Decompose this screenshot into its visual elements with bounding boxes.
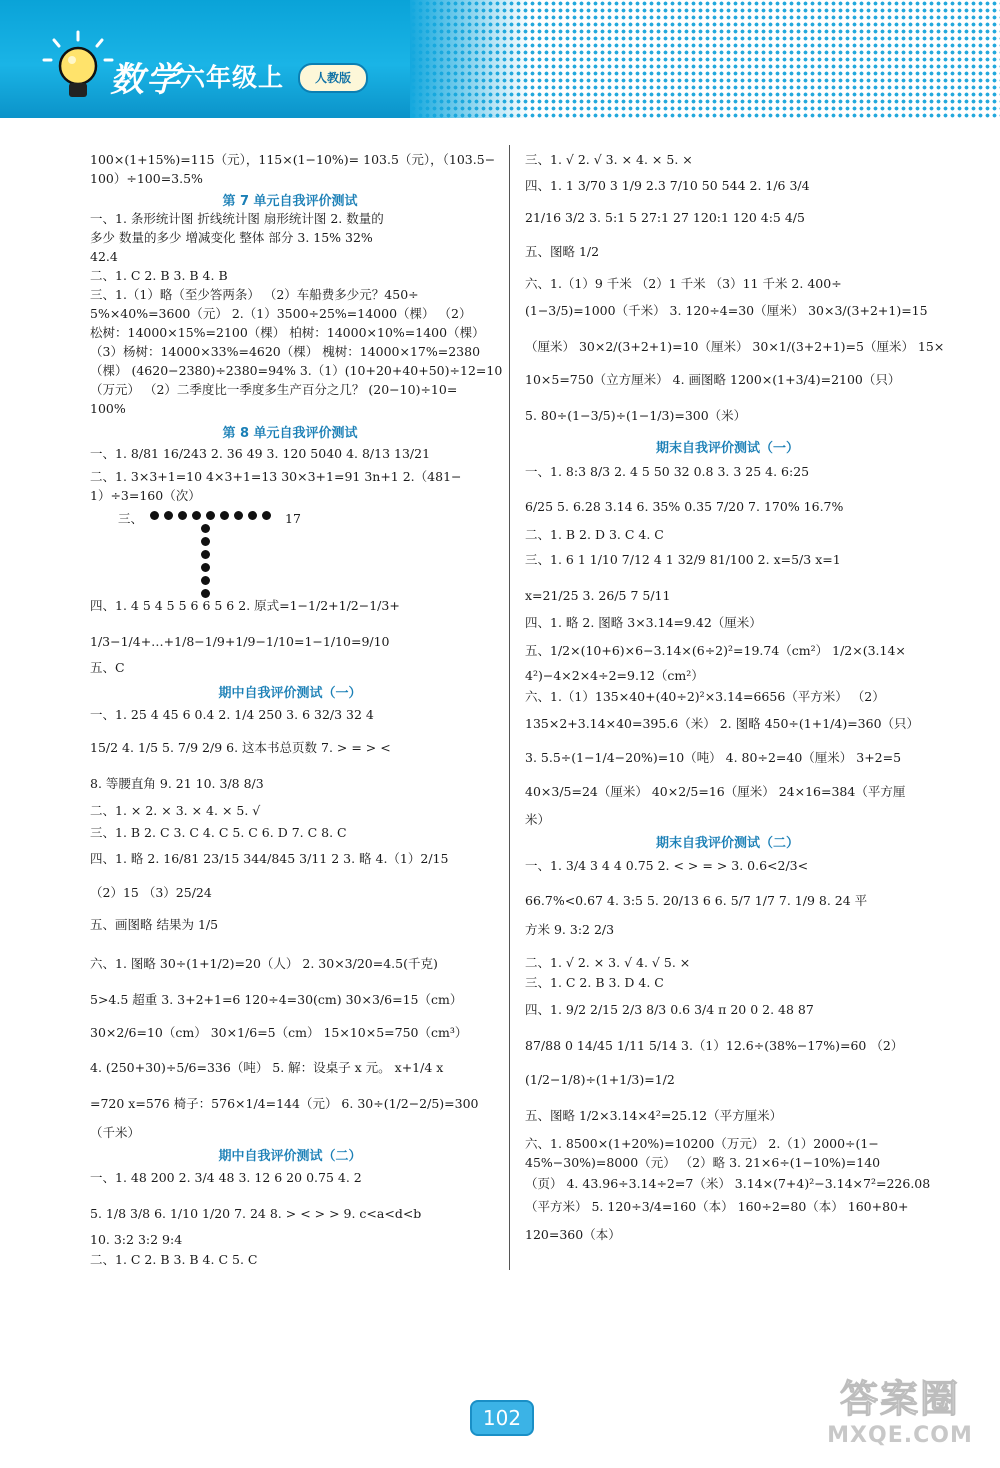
left-answer-line: 8. 等腰直角 9. 21 10. 3/8 8/3	[90, 776, 264, 791]
left-answer-line: （棵） (4620−2380)÷2380=94% 3.（1）(10+20+40+50)÷12=10	[90, 363, 503, 378]
left-answer-line: 四、1. 略 2. 16/81 23/15 344/845 3/11 2 3. 略 4.（1）2/15	[90, 851, 449, 866]
right-answer-line: (1−3/5)=1000（千米） 3. 120÷4=30（厘米） 30×3/(3+2+1)=15	[525, 303, 928, 318]
right-answer-line: 三、1. √ 2. √ 3. × 4. × 5. ×	[525, 152, 693, 167]
section-heading: 期末自我评价测试（二）	[655, 836, 799, 851]
left-answer-line: 五、画图略 结果为 1/5	[90, 917, 219, 932]
right-answer-line: （页） 4. 43.96÷3.14÷2=7（米） 3.14×(7+4)²−3.14×7²=226.08	[525, 1176, 931, 1191]
right-answer-line: 六、1.（1）9 千米 （2）1 千米 （3）11 千米 2. 400÷	[525, 276, 842, 291]
right-answer-line: 四、1. 9/2 2/15 2/3 8/3 0.6 3/4 π 20 0 2. 48 87	[525, 1002, 814, 1017]
left-answer-line: （千米）	[90, 1125, 141, 1140]
left-answer-line: 100%	[90, 401, 126, 416]
left-answer-line: 42.4	[90, 249, 118, 264]
right-answer-line: 四、1. 1 3/70 3 1/9 2.3 7/10 50 544 2. 1/6 3/4	[525, 178, 810, 193]
left-answer-line: （3）杨树：14000×33%=4620（棵） 槐树：14000×17%=2380	[90, 344, 481, 359]
left-answer-line: 100×(1+15%)=115（元），115×(1−10%)= 103.5（元），（103.5−	[90, 152, 496, 167]
right-answer-line: 四、1. 略 2. 图略 3×3.14=9.42（厘米）	[525, 615, 762, 630]
section-heading: 期中自我评价测试（一）	[218, 686, 362, 701]
right-answer-line: 六、1.（1）135×40+(40÷2)²×3.14=6656（平方米） （2）	[525, 689, 885, 704]
left-answer-line: 17	[285, 511, 301, 526]
right-answer-line: 4²)−4×2×4÷2=9.12（cm²）	[525, 668, 704, 683]
page-number: 102	[470, 1400, 534, 1436]
left-answer-line: 四、1. 4 5 4 5 5 6 6 5 6 2. 原式=1−1/2+1/2−1/3+	[90, 598, 400, 613]
left-answer-line: 一、1. 48 200 2. 3/4 48 3. 12 6 20 0.75 4. 2	[90, 1170, 362, 1185]
left-answer-line: 二、1. × 2. × 3. × 4. × 5. √	[90, 803, 261, 818]
right-answer-line: 45%−30%)=8000（元） （2）略 3. 21×6÷(1−10%)=140	[525, 1155, 881, 1170]
left-answer-line: 六、1. 图略 30÷(1+1/2)=20（人） 2. 30×3/20=4.5(千克)	[90, 956, 438, 971]
left-answer-line: 松树：14000×15%=2100（棵） 柏树：14000×10%=1400（棵）	[90, 325, 485, 340]
right-answer-line: 三、1. C 2. B 3. D 4. C	[525, 975, 664, 990]
left-answer-line: 三、1. B 2. C 3. C 4. C 5. C 6. D 7. C 8. C	[90, 825, 347, 840]
left-answer-line: 5. 1/8 3/8 6. 1/10 1/20 7. 24 8. > < > > 9. c<a<d<b	[90, 1206, 422, 1221]
left-answer-line: 5%×40%=3600（元） 2.（1）3500÷25%=14000（棵） （2）	[90, 306, 472, 321]
right-answer-line: 5. 80÷(1−3/5)÷(1−1/3)=300（米）	[525, 408, 747, 423]
section-heading: 第 7 单元自我评价测试	[222, 194, 358, 209]
site-watermark	[810, 1375, 990, 1463]
right-answer-line: 一、1. 3/4 3 4 4 0.75 2. < > = > 3. 0.6<2/3<	[525, 858, 809, 873]
section-heading: 期末自我评价测试（一）	[655, 441, 799, 456]
right-answer-line: 方米 9. 3:2 2/3	[525, 922, 615, 937]
right-answer-line: 五、1/2×(10+6)×6−3.14×(6÷2)²=19.74（cm²） 1/2×(3.14×	[525, 643, 906, 658]
watermark-sub: MXQE.COM	[827, 1423, 973, 1448]
left-answer-line: 一、1. 条形统计图 折线统计图 扇形统计图 2. 数量的	[90, 211, 384, 226]
left-answer-line: 多少 数量的多少 增减变化 整体 部分 3. 15% 32%	[90, 230, 373, 245]
left-answer-line: （万元） （2）二季度比一季度多生产百分之几？ (20−10)÷10=	[90, 382, 458, 397]
left-answer-line: 4. (250+30)÷5/6=336（吨） 5. 解：设桌子 x 元。 x+1/4 x	[90, 1060, 444, 1075]
right-answer-line: 三、1. 6 1 1/10 7/12 4 1 32/9 81/100 2. x=5/3 x=1	[525, 552, 841, 567]
lightbulb-icon	[38, 28, 118, 108]
right-answer-line: 10×5=750（立方厘米） 4. 画图略 1200×(1+3/4)=2100（只）	[525, 372, 901, 387]
right-answer-line: 六、1. 8500×(1+20%)=10200（万元） 2.（1）2000÷(1−	[525, 1136, 879, 1151]
right-answer-line: 五、图略 1/2	[525, 244, 600, 259]
watermark-main: 答案圈	[839, 1377, 960, 1421]
right-answer-line: 二、1. B 2. D 3. C 4. C	[525, 527, 664, 542]
right-answer-line: x=21/25 3. 26/5 7 5/11	[525, 588, 671, 603]
section-heading: 第 8 单元自我评价测试	[222, 426, 358, 441]
right-answer-line: 一、1. 8:3 8/3 2. 4 5 50 32 0.8 3. 3 25 4. 6:25	[525, 464, 810, 479]
left-answer-line: 二、1. C 2. B 3. B 4. C 5. C	[90, 1252, 258, 1267]
right-answer-line: 40×3/5=24（厘米） 40×2/5=16（厘米） 24×16=384（平方厘	[525, 784, 906, 799]
right-answer-line: （平方米） 5. 120÷3/4=160（本） 160÷2=80（本） 160+80+	[525, 1199, 909, 1214]
right-answer-line: (1/2−1/8)÷(1+1/3)=1/2	[525, 1072, 675, 1087]
left-answer-line: 二、1. C 2. B 3. B 4. B	[90, 268, 228, 283]
right-answer-line: 6/25 5. 6.28 3.14 6. 35% 0.35 7/20 7. 170% 16.7%	[525, 499, 844, 514]
right-answer-line: 21/16 3/2 3. 5:1 5 27:1 27 120:1 120 4:5 4/5	[525, 210, 805, 225]
left-answer-line: 30×2/6=10（cm） 30×1/6=5（cm） 15×10×5=750（cm³）	[90, 1025, 468, 1040]
left-answer-line: =720 x=576 椅子：576×1/4=144（元） 6. 30÷(1/2−2/5)=300	[90, 1096, 479, 1111]
left-answer-line: 5>4.5 超重 3. 3+2+1=6 120÷4=30(cm) 30×3/6=15（cm）	[90, 992, 463, 1007]
column-divider	[509, 145, 510, 1270]
dot-pattern-vertical	[201, 524, 210, 598]
subject-title: 数学	[110, 60, 182, 100]
right-answer-line: 二、1. √ 2. × 3. √ 4. √ 5. ×	[525, 955, 691, 970]
left-answer-line: 三、	[118, 511, 144, 526]
right-answer-line: 五、图略 1/2×3.14×4²=25.12（平方厘米）	[525, 1108, 783, 1123]
right-answer-line: 135×2+3.14×40=395.6（米） 2. 图略 450÷(1+1/4)=360（只）	[525, 716, 920, 731]
edition-badge: 人教版	[298, 63, 368, 93]
left-answer-line: 10. 3:2 3:2 9:4	[90, 1232, 183, 1247]
dot-pattern-horizontal	[150, 511, 271, 520]
left-answer-line: 三、1.（1）略（至少答两条） （2）车船费多少元？450÷	[90, 287, 419, 302]
grade-title: 六年级上	[180, 63, 285, 92]
right-answer-line: 87/88 0 14/45 1/11 5/14 3.（1）12.6÷(38%−17%)=60 （2）	[525, 1038, 904, 1053]
right-answer-line: 3. 5.5÷(1−1/4−20%)=10（吨） 4. 80÷2=40（厘米） 3+2=5	[525, 750, 902, 765]
left-answer-line: 15/2 4. 1/5 5. 7/9 2/9 6. 这本书总页数 7. > = > <	[90, 740, 391, 755]
section-heading: 期中自我评价测试（二）	[218, 1149, 362, 1164]
left-answer-line: 二、1. 3×3+1=10 4×3+1=13 30×3+1=91 3n+1 2.（481−	[90, 469, 462, 484]
left-answer-line: 一、1. 25 4 45 6 0.4 2. 1/4 250 3. 6 32/3 32 4	[90, 707, 374, 722]
left-answer-line: 一、1. 8/81 16/243 2. 36 49 3. 120 5040 4. 8/13 13/21	[90, 446, 431, 461]
right-answer-line: （厘米） 30×2/(3+2+1)=10（厘米） 30×1/(3+2+1)=5（厘米） 15×	[525, 339, 945, 354]
left-answer-line: 1/3−1/4+…+1/8−1/9+1/9−1/10=1−1/10=9/10	[90, 634, 390, 649]
left-answer-line: 100）÷100=3.5%	[90, 171, 203, 186]
left-answer-line: （2）15 （3）25/24	[90, 885, 212, 900]
right-answer-line: 120=360（本）	[525, 1227, 621, 1242]
left-answer-line: 五、C	[90, 660, 125, 675]
page-header	[0, 0, 1000, 118]
left-answer-line: 1）÷3=160（次）	[90, 488, 201, 503]
right-answer-line: 66.7%<0.67 4. 3:5 5. 20/13 6 6. 5/7 1/7 7. 1/9 8. 24 平	[525, 893, 868, 908]
header-fade	[410, 0, 530, 118]
right-answer-line: 米）	[525, 812, 551, 827]
